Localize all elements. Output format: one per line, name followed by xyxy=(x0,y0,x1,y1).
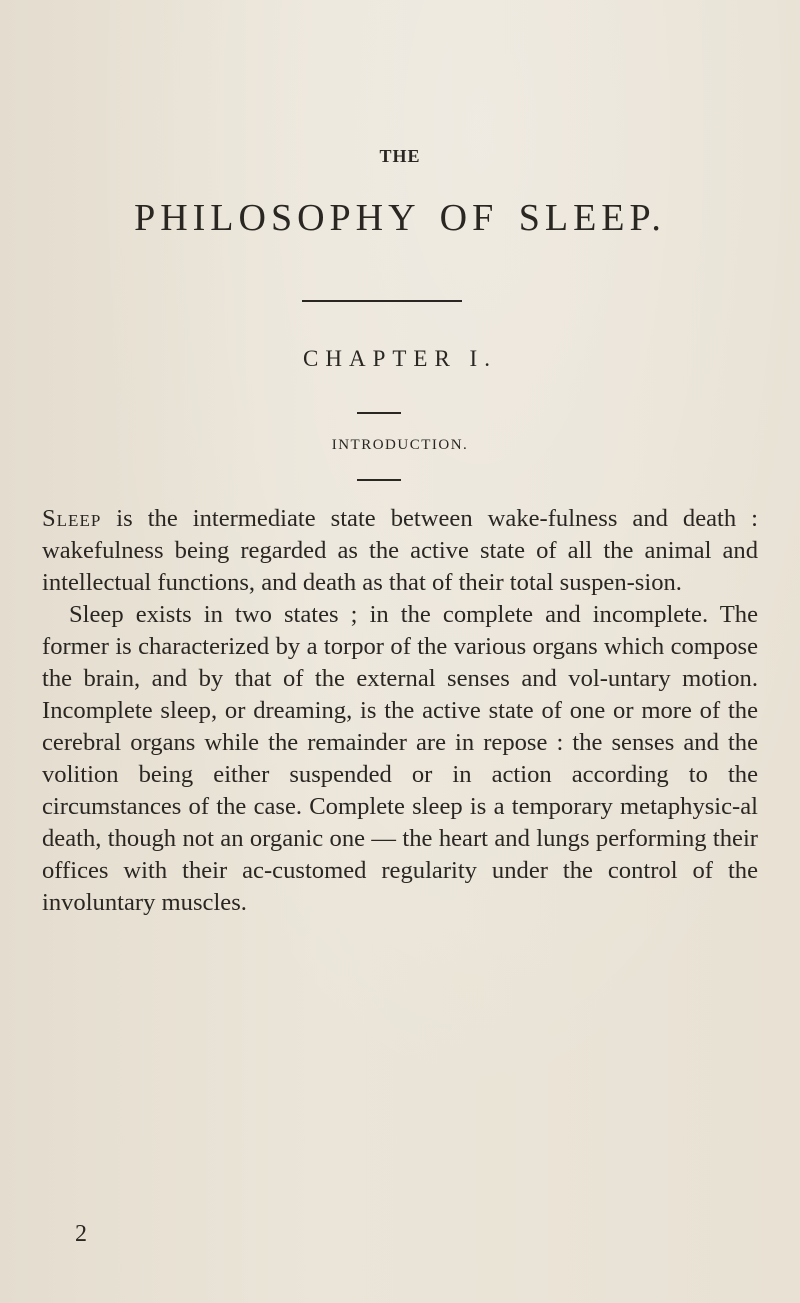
book-title: PHILOSOPHY OF SLEEP. xyxy=(134,197,666,239)
title-article: THE xyxy=(379,146,421,166)
chapter-heading: CHAPTER I. xyxy=(303,346,497,371)
drop-word: Sleep xyxy=(42,505,102,532)
section-rule-bottom xyxy=(357,479,401,481)
title-rule xyxy=(302,300,462,302)
paragraph-1-text: is the intermediate state between wake-fulness and death : wakefulness being regarded as the active state of all the animal and intellectual functions, and death as that of their total suspen-sion. xyxy=(42,505,758,596)
chapter-rule-top xyxy=(357,412,401,414)
body-text xyxy=(42,503,758,919)
paragraph-2: Sleep exists in two states ; in the complete and incomplete. The former is characterized by a torpor of the various organs which compose the brain, and by that of the external senses and vol-untary motion. Incomplete sleep, or dreaming, is the active state of one or more of the cerebral organs while the remainder are in repose : the senses and the volition being either suspended or in action according to the circumstances of the case. Complete sleep is a temporary metaphysic-al death, though not an organic one — the heart and lungs performing their offices with their ac-customed regularity under the control of the involuntary muscles. xyxy=(42,601,758,916)
section-heading: INTRODUCTION. xyxy=(331,437,469,453)
paragraph-1 xyxy=(42,503,758,599)
page-number: 2 xyxy=(75,1221,87,1247)
